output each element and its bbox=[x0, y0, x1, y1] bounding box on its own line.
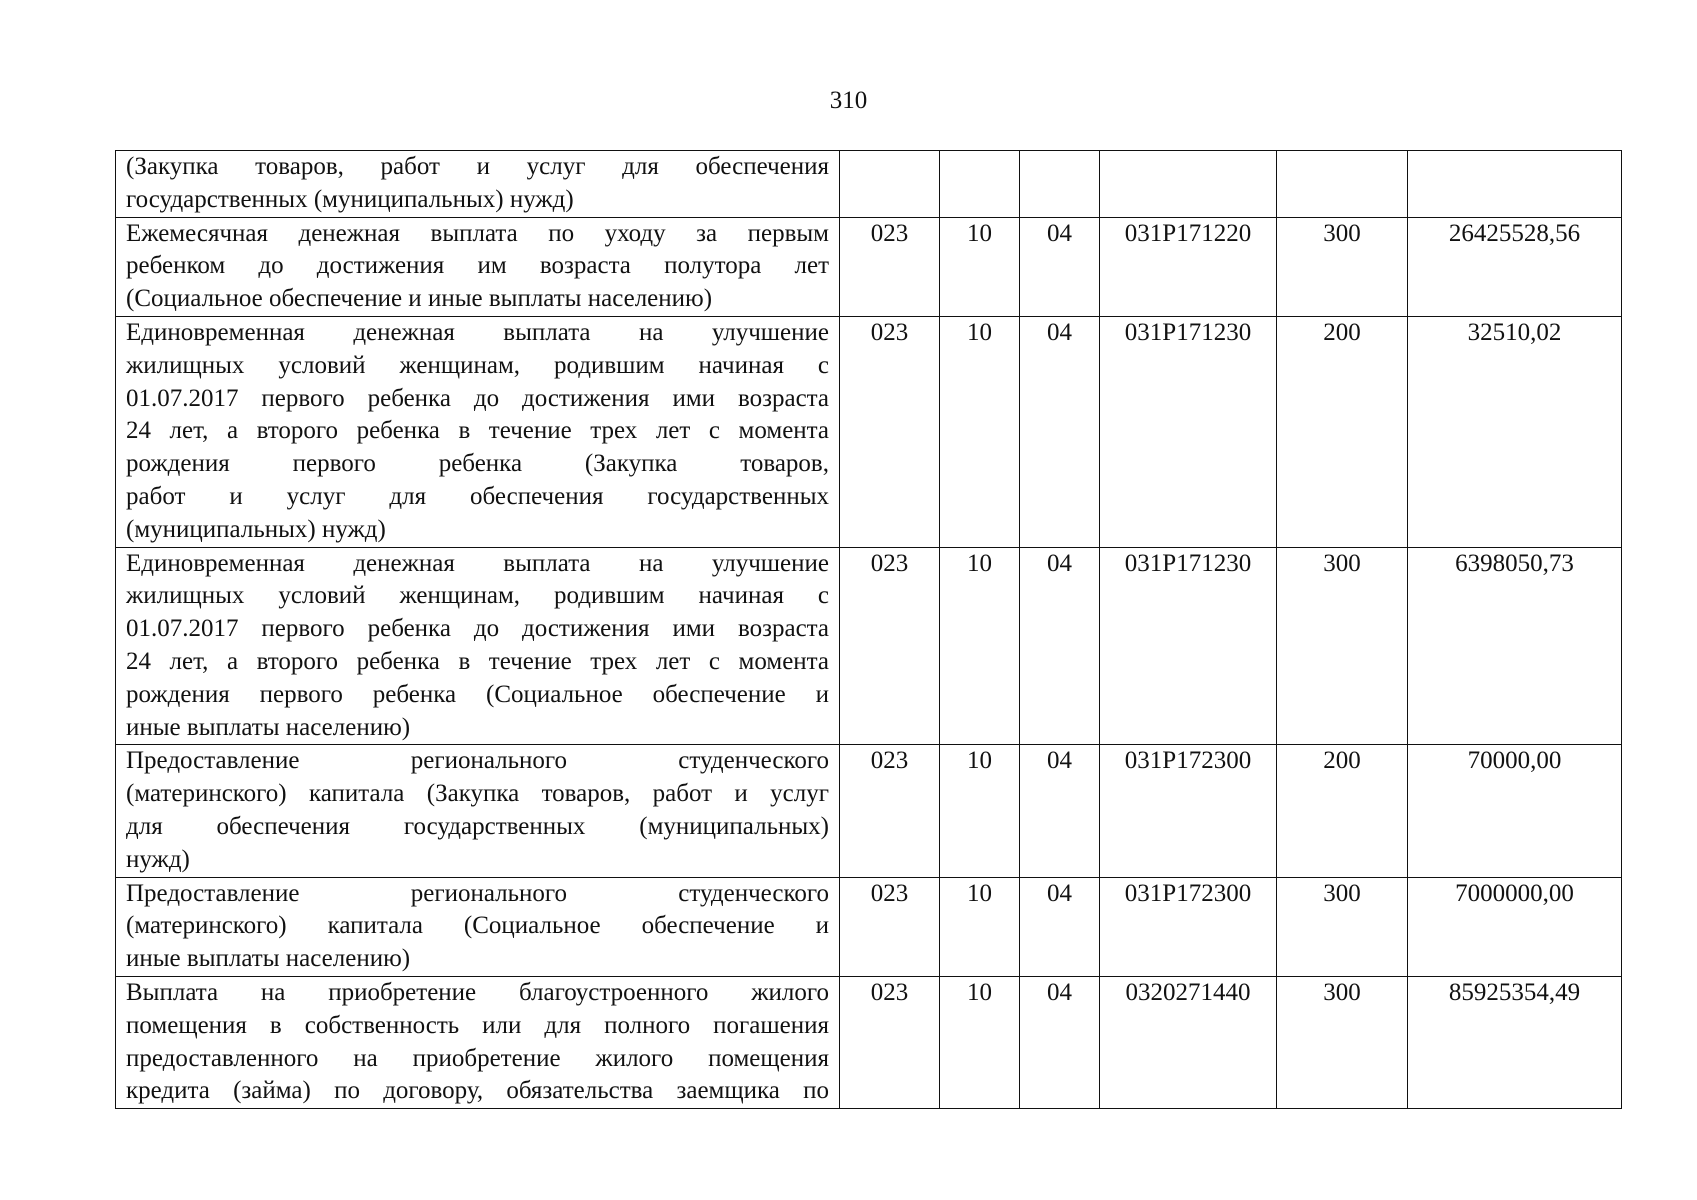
amount-cell: 70000,00 bbox=[1408, 745, 1622, 877]
section-cell bbox=[940, 151, 1020, 218]
description-line: рождения первого ребенка (Социальное обеспечение и bbox=[126, 680, 829, 708]
row-description bbox=[116, 217, 840, 316]
grbs-cell: 023 bbox=[840, 217, 940, 316]
expense-type-cell: 200 bbox=[1277, 316, 1408, 547]
grbs-cell: 023 bbox=[840, 976, 940, 1108]
amount-cell: 7000000,00 bbox=[1408, 877, 1622, 976]
subsection-cell: 04 bbox=[1020, 217, 1100, 316]
target-article-cell: 031P171220 bbox=[1100, 217, 1277, 316]
description-line: предоставленного на приобретение жилого помещения bbox=[126, 1044, 829, 1072]
description-line: 01.07.2017 первого ребенка до достижения ими возраста bbox=[126, 384, 829, 412]
grbs-cell: 023 bbox=[840, 877, 940, 976]
subsection-cell: 04 bbox=[1020, 745, 1100, 877]
description-line: (материнского) капитала (Социальное обеспечение и bbox=[126, 912, 829, 940]
description-line: Предоставление регионального студенческого bbox=[126, 879, 829, 907]
description-line: работ и услуг для обеспечения государственных bbox=[126, 482, 829, 510]
description-line: 24 лет, а второго ребенка в течение трех лет с момента bbox=[126, 647, 829, 675]
grbs-cell: 023 bbox=[840, 745, 940, 877]
section-cell: 10 bbox=[940, 976, 1020, 1108]
target-article-cell: 031P172300 bbox=[1100, 877, 1277, 976]
description-line: 24 лет, а второго ребенка в течение трех лет с момента bbox=[126, 417, 829, 445]
table-row bbox=[116, 217, 1622, 316]
row-description bbox=[116, 316, 840, 547]
table-row bbox=[116, 316, 1622, 547]
description-line: Выплата на приобретение благоустроенного жилого bbox=[126, 978, 829, 1006]
row-description bbox=[116, 976, 840, 1108]
subsection-cell: 04 bbox=[1020, 316, 1100, 547]
description-line: иные выплаты населению) bbox=[126, 945, 411, 973]
subsection-cell: 04 bbox=[1020, 976, 1100, 1108]
expense-type-cell: 300 bbox=[1277, 547, 1408, 745]
target-article-cell: 031P171230 bbox=[1100, 316, 1277, 547]
description-line: жилищных условий женщинам, родившим начиная с bbox=[126, 351, 829, 379]
description-line: жилищных условий женщинам, родившим начиная с bbox=[126, 582, 829, 610]
expense-type-cell: 300 bbox=[1277, 217, 1408, 316]
description-line: (материнского) капитала (Закупка товаров, работ и услуг bbox=[126, 780, 829, 808]
table-row bbox=[116, 877, 1622, 976]
row-description bbox=[116, 877, 840, 976]
table-row bbox=[116, 151, 1622, 218]
amount-cell: 85925354,49 bbox=[1408, 976, 1622, 1108]
subsection-cell: 04 bbox=[1020, 877, 1100, 976]
description-line: иные выплаты населению) bbox=[126, 713, 411, 741]
row-description bbox=[116, 745, 840, 877]
description-line: кредита (займа) по договору, обязательства заемщика по bbox=[126, 1077, 829, 1105]
description-line: Ежемесячная денежная выплата по уходу за первым bbox=[126, 219, 829, 247]
table-row bbox=[116, 547, 1622, 745]
description-line: 01.07.2017 первого ребенка до достижения ими возраста bbox=[126, 615, 829, 643]
grbs-cell: 023 bbox=[840, 316, 940, 547]
description-line: для обеспечения государственных (муниципальных) bbox=[126, 812, 829, 840]
page-number: 310 bbox=[829, 87, 868, 114]
amount-cell: 6398050,73 bbox=[1408, 547, 1622, 745]
table-body bbox=[116, 151, 1622, 1109]
amount-cell: 26425528,56 bbox=[1408, 217, 1622, 316]
grbs-cell: 023 bbox=[840, 547, 940, 745]
expense-type-cell: 300 bbox=[1277, 976, 1408, 1108]
amount-cell: 32510,02 bbox=[1408, 316, 1622, 547]
table-row bbox=[116, 976, 1622, 1108]
amount-cell bbox=[1408, 151, 1622, 218]
description-line: (Закупка товаров, работ и услуг для обеспечения bbox=[126, 153, 829, 180]
expense-type-cell bbox=[1277, 151, 1408, 218]
description-line: ребенком до достижения им возраста полутора лет bbox=[126, 252, 829, 280]
description-line: Предоставление регионального студенческого bbox=[126, 747, 829, 775]
table-row bbox=[116, 745, 1622, 877]
section-cell: 10 bbox=[940, 217, 1020, 316]
grbs-cell bbox=[840, 151, 940, 218]
description-line: нужд) bbox=[126, 845, 190, 873]
section-cell: 10 bbox=[940, 547, 1020, 745]
target-article-cell bbox=[1100, 151, 1277, 218]
section-cell: 10 bbox=[940, 877, 1020, 976]
description-line: Единовременная денежная выплата на улучшение bbox=[126, 318, 829, 346]
target-article-cell: 031P172300 bbox=[1100, 745, 1277, 877]
section-cell: 10 bbox=[940, 745, 1020, 877]
target-article-cell: 0320271440 bbox=[1100, 976, 1277, 1108]
description-line: Единовременная денежная выплата на улучшение bbox=[126, 549, 829, 577]
description-line: (муниципальных) нужд) bbox=[126, 515, 386, 543]
subsection-cell: 04 bbox=[1020, 547, 1100, 745]
expense-type-cell: 200 bbox=[1277, 745, 1408, 877]
row-description bbox=[116, 151, 840, 218]
subsection-cell bbox=[1020, 151, 1100, 218]
section-cell: 10 bbox=[940, 316, 1020, 547]
description-line: (Социальное обеспечение и иные выплаты населению) bbox=[126, 285, 713, 313]
target-article-cell: 031P171230 bbox=[1100, 547, 1277, 745]
description-line: рождения первого ребенка (Закупка товаров, bbox=[126, 450, 829, 478]
budget-table bbox=[115, 150, 1622, 1109]
row-description bbox=[116, 547, 840, 745]
description-line: государственных (муниципальных) нужд) bbox=[126, 185, 574, 213]
description-line: помещения в собственность или для полного погашения bbox=[126, 1011, 829, 1039]
expense-type-cell: 300 bbox=[1277, 877, 1408, 976]
